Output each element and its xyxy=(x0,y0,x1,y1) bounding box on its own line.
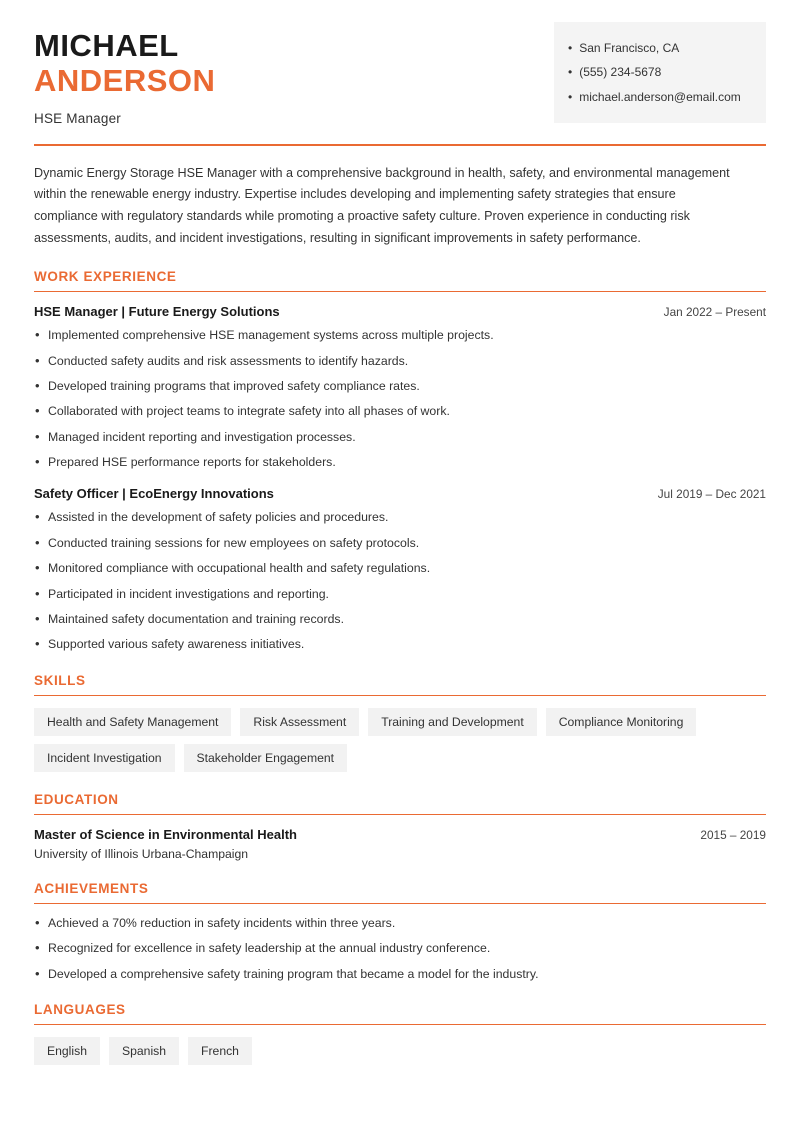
contact-phone xyxy=(568,60,746,84)
resume-header xyxy=(0,0,800,126)
list-item: • Managed incident reporting and investigation processes. xyxy=(34,430,766,445)
contact-location xyxy=(568,36,746,60)
section-title-work-experience: WORK EXPERIENCE xyxy=(34,269,177,285)
education-entry xyxy=(34,827,766,861)
section-work-experience xyxy=(34,269,766,652)
section-title-achievements: ACHIEVEMENTS xyxy=(34,881,149,896)
section-divider xyxy=(34,1024,766,1025)
skills-tag-list xyxy=(34,708,766,772)
list-item: • Implemented comprehensive HSE management systems across multiple projects. xyxy=(34,328,766,343)
skill-tag: Health and Safety Management xyxy=(34,708,231,736)
list-item: • Supported various safety awareness initiatives. xyxy=(34,637,766,652)
list-item: • Conducted safety audits and risk assessments to identify hazards. xyxy=(34,354,766,369)
education-school: University of Illinois Urbana-Champaign xyxy=(34,847,249,861)
section-title-education: EDUCATION xyxy=(34,792,119,807)
section-title-languages: LANGUAGES xyxy=(34,1002,126,1018)
list-item: • Developed training programs that improved safety compliance rates. xyxy=(34,379,766,394)
experience-entry-header xyxy=(34,304,766,319)
section-title-skills: SKILLS xyxy=(34,672,86,688)
summary-text: Dynamic Energy Storage HSE Manager with a comprehensive background in health, safety, and environmental management within the renewable energy industry. Expertise includes developing and implementing safety strategies that ensure compliance with regulatory standards while promoting a proactive safety culture. Proven experience in conducting risk assessments, audits, and incident investigations, resulting in significant improvements in safety performance. xyxy=(34,165,730,245)
name-block xyxy=(34,22,215,126)
skill-tag: Compliance Monitoring xyxy=(546,708,697,736)
language-tag: English xyxy=(34,1037,100,1065)
section-divider xyxy=(34,903,766,904)
experience-title: HSE Manager | Future Energy Solutions xyxy=(34,304,280,320)
section-achievements xyxy=(34,881,766,982)
experience-entry xyxy=(34,486,766,652)
language-tag: Spanish xyxy=(109,1037,179,1065)
section-education xyxy=(34,792,766,861)
bullet-icon: • xyxy=(568,89,573,104)
bullet-icon: • xyxy=(568,41,573,55)
list-item: • Collaborated with project teams to integrate safety into all phases of work. xyxy=(34,404,766,419)
contact-phone-text: (555) 234-5678 xyxy=(579,65,662,80)
contact-email[interactable] xyxy=(568,85,746,109)
list-item: • Prepared HSE performance reports for stakeholders. xyxy=(34,455,766,470)
education-entry-header xyxy=(34,827,766,842)
section-divider xyxy=(34,695,766,696)
experience-bullets xyxy=(34,328,766,470)
first-name: MICHAEL xyxy=(34,28,179,63)
languages-tag-list xyxy=(34,1037,766,1065)
list-item: • Monitored compliance with occupational health and safety regulations. xyxy=(34,561,766,576)
section-divider xyxy=(34,814,766,815)
achievements-list xyxy=(34,916,766,982)
skill-tag: Training and Development xyxy=(368,708,537,736)
section-languages xyxy=(34,1002,766,1065)
bullet-icon: • xyxy=(568,65,573,80)
section-skills xyxy=(34,673,766,772)
list-item: • Participated in incident investigations and reporting. xyxy=(34,587,766,602)
education-date: 2015 – 2019 xyxy=(700,828,766,842)
skill-tag: Risk Assessment xyxy=(240,708,359,736)
list-item: • Recognized for excellence in safety leadership at the annual industry conference. xyxy=(34,941,766,956)
skill-tag: Stakeholder Engagement xyxy=(184,744,348,772)
experience-title: Safety Officer | EcoEnergy Innovations xyxy=(34,486,274,502)
experience-date: Jan 2022 – Present xyxy=(663,305,766,320)
education-degree: Master of Science in Environmental Health xyxy=(34,827,297,842)
list-item: • Maintained safety documentation and training records. xyxy=(34,612,766,627)
section-divider xyxy=(34,291,766,292)
contact-box xyxy=(554,22,766,123)
list-item: • Conducted training sessions for new employees on safety protocols. xyxy=(34,536,766,551)
language-tag: French xyxy=(188,1037,252,1065)
skill-tag: Incident Investigation xyxy=(34,744,175,772)
experience-entry xyxy=(34,304,766,470)
experience-entry-header xyxy=(34,486,766,501)
contact-email-text: michael.anderson@email.com xyxy=(579,89,741,104)
last-name: ANDERSON xyxy=(34,63,216,99)
contact-location-text: San Francisco, CA xyxy=(579,41,680,55)
list-item: • Assisted in the development of safety policies and procedures. xyxy=(34,510,766,525)
list-item: • Achieved a 70% reduction in safety incidents within three years. xyxy=(34,916,766,931)
job-title: HSE Manager xyxy=(34,110,121,126)
list-item: • Developed a comprehensive safety training program that became a model for the industry. xyxy=(34,967,766,982)
experience-bullets xyxy=(34,510,766,652)
experience-date: Jul 2019 – Dec 2021 xyxy=(657,487,766,502)
resume-body xyxy=(0,144,800,1066)
